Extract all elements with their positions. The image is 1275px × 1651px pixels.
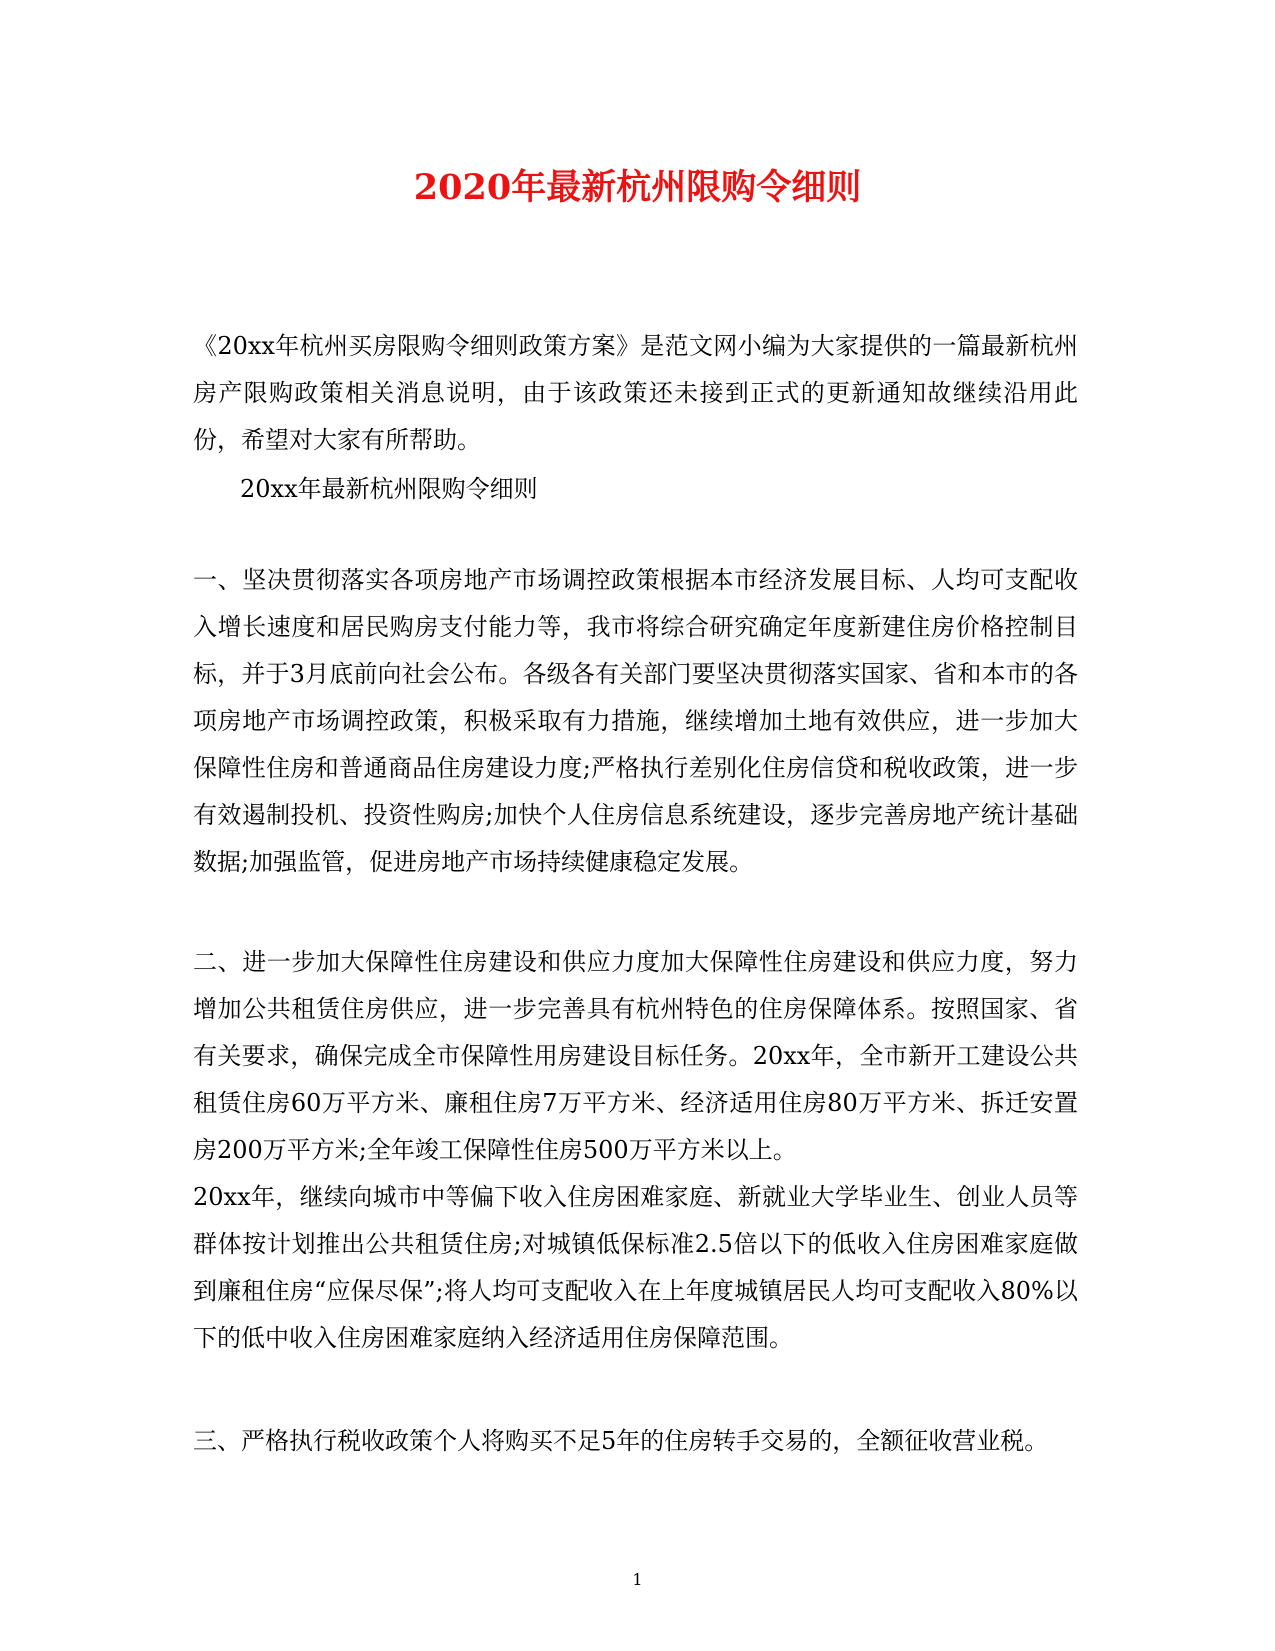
section-3-text: 三、严格执行税收政策个人将购买不足5年的住房转手交易的，全额征收营业税。 bbox=[193, 1427, 1049, 1455]
section-3 bbox=[193, 1418, 1078, 1465]
document-title: 2020年最新杭州限购令细则 bbox=[413, 167, 862, 208]
section-2-continued bbox=[193, 1174, 1078, 1362]
intro-text: 《20xx年杭州买房限购令细则政策方案》是范文网小编为大家提供的一篇最新杭州房产限购政策相关消息说明，由于该政策还未接到正式的更新通知故继续沿用此份，希望对大家有所帮助。 bbox=[193, 332, 1078, 454]
section-1-text: 一、坚决贯彻落实各项房地产市场调控政策根据本市经济发展目标、人均可支配收入增长速度和居民购房支付能力等，我市将综合研究确定年度新建住房价格控制目标，并于3月底前向社会公布。各级各有关部门要坚决贯彻落实国家、省和本市的各项房地产市场调控政策，积极采取有力措施，继续增加土地有效供应，进一步加大保障性住房和普通商品住房建设力度;严格执行差别化住房信贷和税收政策，进一步有效遏制投机、投资性购房;加快个人住房信息系统建设，逐步完善房地产统计基础数据;加强监管，促进房地产市场持续健康稳定发展。 bbox=[193, 566, 1078, 876]
section-2-text: 二、进一步加大保障性住房建设和供应力度加大保障性住房建设和供应力度，努力增加公共租赁住房供应，进一步完善具有杭州特色的住房保障体系。按照国家、省有关要求，确保完成全市保障性用房建设目标任务。20xx年，全市新开工建设公共租赁住房60万平方米、廉租住房7万平方米、经济适用住房80万平方米、拆迁安置房200万平方米;全年竣工保障性住房500万平方米以上。 bbox=[193, 948, 1078, 1164]
document-subtitle: 20xx年最新杭州限购令细则 bbox=[240, 475, 538, 503]
section-2-continued-text: 20xx年，继续向城市中等偏下收入住房困难家庭、新就业大学毕业生、创业人员等群体按计划推出公共租赁住房;对城镇低保标准2.5倍以下的低收入住房困难家庭做到廉租住房“应保尽保”;将人均可支配收入在上年度城镇居民人均可支配收入80%以下的低中收入住房困难家庭纳入经济适用住房保障范围。 bbox=[193, 1183, 1078, 1352]
intro-paragraph bbox=[193, 323, 1078, 464]
section-2 bbox=[193, 939, 1078, 1174]
section-1 bbox=[193, 557, 1078, 886]
page-number: 1 bbox=[632, 1570, 643, 1589]
